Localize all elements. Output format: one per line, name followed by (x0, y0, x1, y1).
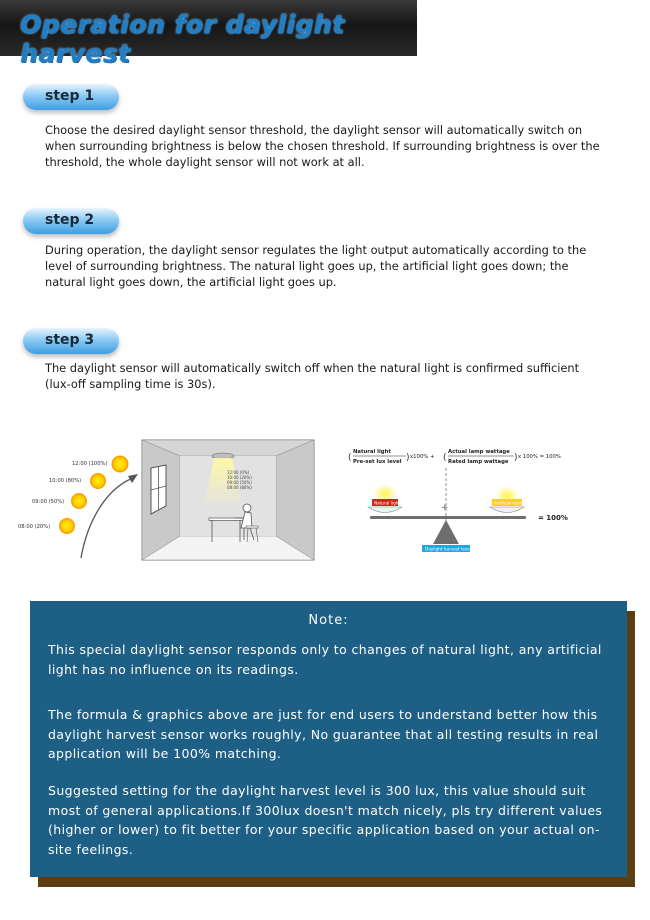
sun-icon-12 (112, 456, 128, 472)
note-paragraph-3: Suggested setting for the daylight harvest level is 300 lux, this value should suit most of general applications.If 300lux doesn't match nicely, pls try different values (higher or lower) to fit better for your specific application based on your actual on-site feelings. (48, 783, 603, 857)
lamp-level-10: 10:00 (20%) (227, 475, 252, 480)
page-title: Operation for daylight harvest (20, 10, 345, 68)
sun-label-12: 12:00 (100%) (72, 461, 108, 467)
formula-mult-2: x 100% = 100% (518, 454, 561, 460)
result-label: = 100% (538, 514, 568, 522)
natural-light-tag-label: Natural light (374, 500, 401, 506)
note-title: Note: (308, 613, 349, 628)
sun-path-arrow (81, 478, 133, 558)
lamp-level-08: 08:00 (80%) (227, 485, 252, 490)
note-paragraph-2: The formula & graphics above are just for end users to understand better how this daylight harvest sensor works roughly, No guarantee that all testing results in real application will be 100% matching. (48, 707, 599, 761)
lamp-level-12: 12:00 (0%) (227, 470, 250, 475)
daylight-level-label: Daylight harvest level (425, 546, 471, 552)
svg-text:(: ( (443, 453, 447, 463)
formula-natural-numerator: Natural light (353, 449, 391, 455)
note-paragraph-1: This special daylight sensor responds only to changes of natural light, any artificial light has no influence on its readings. (48, 642, 602, 677)
plus-sign: + (441, 503, 449, 513)
svg-text:): ) (514, 453, 518, 463)
svg-text:(: ( (348, 453, 352, 463)
step-3-text: The daylight sensor will automatically switch off when the natural light is confirmed sufficient (lux-off sampling time is 30s). (45, 361, 580, 391)
sun-icon-08 (60, 519, 75, 534)
sun-icon-10 (91, 474, 106, 489)
person-icon (243, 504, 251, 512)
balance-formula-illustration (340, 438, 580, 564)
sun-label-09: 09:00 (50%) (32, 499, 65, 505)
balance-fulcrum (433, 520, 459, 544)
formula-lamp-numerator: Actual lamp wattage (448, 449, 510, 455)
title-banner (0, 0, 417, 68)
sun-icon-09 (72, 494, 87, 509)
right-pan (490, 507, 524, 513)
formula-lamp-denominator: Rated lamp wattage (448, 459, 509, 465)
step-3-badge (23, 328, 119, 354)
sun-label-08: 08:00 (20%) (18, 524, 51, 530)
formula-mult-1: x100% + (410, 454, 435, 460)
daylight-room-illustration (18, 438, 318, 564)
step-2-badge (23, 208, 119, 234)
step-2-label: step 2 (45, 212, 95, 228)
step-1-badge (23, 84, 119, 110)
svg-text:): ) (406, 453, 410, 463)
formula-natural-denominator: Pre-set lux level (353, 459, 402, 465)
balance-beam (370, 516, 526, 519)
left-pan (368, 507, 402, 513)
note-box (30, 601, 627, 877)
artificial-light-tag-label: Artificial light (494, 500, 522, 506)
step-2-text: During operation, the daylight sensor regulates the light output automatically according to the level of surrounding brightness. The natural light goes up, the artificial light goes down; the natural light goes down, the artificial light goes up. (45, 243, 587, 289)
step-3-label: step 3 (45, 332, 95, 348)
sun-label-10: 10:00 (80%) (49, 478, 82, 484)
step-1-text: Choose the desired daylight sensor threshold, the daylight sensor will automatically switch on when surrounding brightness is below the chosen threshold. If surrounding brightness is over the threshold, the whole daylight sensor will not work at all. (45, 123, 600, 169)
step-1-label: step 1 (45, 88, 95, 104)
lamp-level-09: 09:00 (50%) (227, 480, 252, 485)
